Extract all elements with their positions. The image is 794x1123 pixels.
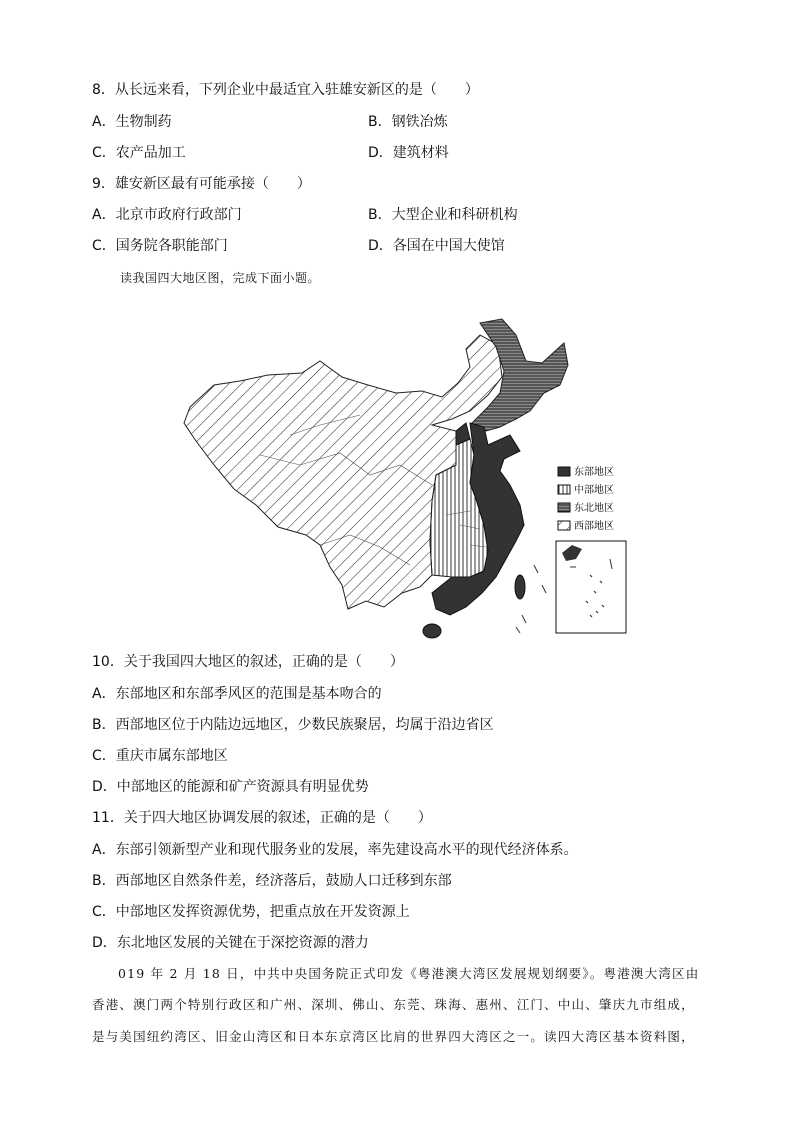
q11-option-d[interactable]: D．东北地区发展的关键在于深挖资源的潜力 (92, 935, 369, 951)
legend-label-east: 东部地区 (574, 467, 614, 478)
passage-line-2: 香港、澳门两个特别行政区和广州、深圳、佛山、东莞、珠海、惠州、江门、中山、肇庆九市组成， (92, 997, 695, 1012)
q11-stem: 11．关于四大地区协调发展的叙述，正确的是（ ） (92, 810, 432, 826)
q11-option-b[interactable]: B．西部地区自然条件差，经济落后，鼓励人口迁移到东部 (92, 873, 452, 889)
q9-option-a[interactable]: A．北京市政府行政部门 (92, 207, 242, 223)
q10-option-b[interactable]: B．西部地区位于内陆边远地区，少数民族聚居，均属于沿边省区 (92, 717, 494, 733)
q8-stem: 8．从长远来看，下列企业中最适宜入驻雄安新区的是（ ） (92, 82, 479, 98)
hainan-island (423, 624, 441, 638)
q10-option-a[interactable]: A．东部地区和东部季风区的范围是基本吻合的 (92, 686, 382, 702)
q9-stem: 9．雄安新区最有可能承接（ ） (92, 176, 311, 192)
q8-option-a[interactable]: A．生物制药 (92, 114, 172, 130)
legend-swatch-west (558, 521, 570, 530)
legend-label-west: 西部地区 (574, 521, 614, 532)
map-intro: 读我国四大地区图，完成下面小题。 (120, 271, 321, 285)
q11-option-c[interactable]: C．中部地区发挥资源优势，把重点放在开发资源上 (92, 904, 410, 920)
four-regions-map (170, 315, 630, 645)
south-china-sea-inset (556, 541, 626, 633)
q10-stem: 10．关于我国四大地区的叙述，正确的是（ ） (92, 654, 404, 670)
q8-option-d[interactable]: D．建筑材料 (368, 145, 449, 161)
legend-swatch-northeast (558, 503, 570, 512)
legend-swatch-central (558, 485, 570, 494)
q8-option-c[interactable]: C．农产品加工 (92, 145, 186, 161)
map-legend (558, 465, 614, 532)
q8-option-b[interactable]: B．钢铁冶炼 (368, 114, 448, 130)
legend-label-central: 中部地区 (574, 485, 614, 496)
q9-option-b[interactable]: B．大型企业和科研机构 (368, 207, 518, 223)
legend-swatch-east (558, 467, 570, 476)
q10-option-c[interactable]: C．重庆市属东部地区 (92, 748, 228, 764)
legend-label-northeast: 东北地区 (574, 503, 614, 514)
passage-line-3: 是与美国纽约湾区、旧金山湾区和日本东京湾区比肩的世界四大湾区之一。读四大湾区基本资料图， (92, 1029, 695, 1044)
q9-option-c[interactable]: C．国务院各职能部门 (92, 238, 228, 254)
q9-option-d[interactable]: D．各国在中国大使馆 (368, 238, 505, 254)
q10-option-d[interactable]: D．中部地区的能源和矿产资源具有明显优势 (92, 779, 369, 795)
passage-line-1: 019 年 2 月 18 日，中共中央国务院正式印发《粤港澳大湾区发展规划纲要》。粤港澳大湾区由 (118, 966, 700, 981)
taiwan-island (515, 575, 525, 599)
q11-option-a[interactable]: A．东部引领新型产业和现代服务业的发展，率先建设高水平的现代经济体系。 (92, 842, 578, 858)
